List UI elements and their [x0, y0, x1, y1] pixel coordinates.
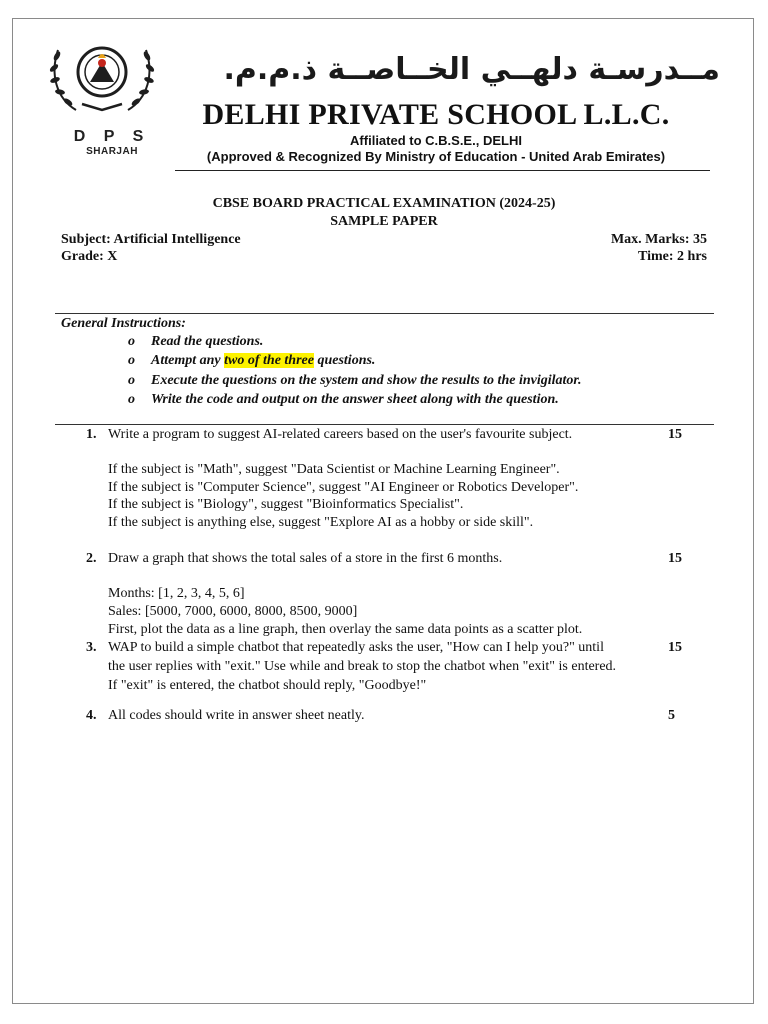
- subject-label: Subject: Artificial Intelligence: [61, 232, 241, 247]
- logo-initials: D P S: [73, 128, 151, 145]
- instruction-text: Execute the questions on the system and show the results to the invigilator.: [151, 372, 582, 388]
- question-detail-line: First, plot the data as a line graph, then overlay the same data points as a scatter plot.: [108, 622, 583, 637]
- question-detail-line: If the subject is "Math", suggest "Data Scientist or Machine Learning Engineer".: [108, 462, 560, 477]
- question-detail-line: Sales: [5000, 7000, 6000, 8000, 8500, 9000]: [108, 604, 358, 619]
- instructions-list: [128, 332, 582, 409]
- question-detail-line: If the subject is "Biology", suggest "Bioinformatics Specialist".: [108, 497, 464, 512]
- instructions-top-divider: [55, 313, 714, 314]
- exam-subtitle: SAMPLE PAPER: [330, 214, 438, 229]
- school-name: DELHI PRIVATE SCHOOL L.L.C.: [202, 98, 670, 131]
- instruction-text: Read the questions.: [151, 334, 264, 349]
- instruction-text: Write the code and output on the answer sheet along with the question.: [151, 391, 559, 407]
- logo-caption: [68, 128, 156, 158]
- bullet-icon: o: [128, 353, 135, 369]
- header-divider: [175, 170, 710, 171]
- question-marks: 15: [668, 551, 682, 566]
- question-detail-line: the user replies with "exit." Use while and break to stop the chatbot when "exit" is entered.: [108, 659, 617, 674]
- instructions-title: General Instructions:: [61, 316, 186, 331]
- question-marks: 15: [668, 427, 682, 442]
- question-text: Write a program to suggest AI-related careers based on the user's favourite subject.: [108, 427, 573, 442]
- logo-location: SHARJAH: [86, 146, 138, 157]
- instruction-item: [128, 371, 582, 390]
- question-marks: 5: [668, 708, 675, 723]
- question-detail-line: If the subject is "Computer Science", suggest "AI Engineer or Robotics Developer".: [108, 480, 579, 495]
- affiliation-text: Affiliated to C.B.S.E., DELHI: [350, 133, 522, 148]
- highlighted-text: two of the three: [224, 353, 314, 369]
- instruction-item: [128, 351, 582, 370]
- question-text: WAP to build a simple chatbot that repeatedly asks the user, "How can I help you?" until: [108, 640, 604, 655]
- question-number: 3.: [86, 640, 97, 655]
- max-marks-label: Max. Marks: 35: [610, 232, 707, 247]
- instruction-item: [128, 332, 582, 351]
- school-crest-logo: [46, 32, 158, 116]
- question-detail-line: If "exit" is entered, the chatbot should reply, "Goodbye!": [108, 678, 427, 693]
- question-detail-line: If the subject is anything else, suggest "Explore AI as a hobby or side skill".: [108, 515, 534, 530]
- instruction-text: Attempt any: [151, 353, 225, 369]
- question-number: 4.: [86, 708, 97, 723]
- question-text: All codes should write in answer sheet neatly.: [108, 708, 365, 723]
- time-label: Time: 2 hrs: [638, 249, 707, 264]
- instruction-item: [128, 390, 582, 409]
- bullet-icon: o: [128, 372, 135, 388]
- school-name-arabic: مــدرسـة دلهــي الخــاصــة ذ.م.م.: [223, 52, 720, 87]
- approval-text: (Approved & Recognized By Ministry of Education - United Arab Emirates): [206, 149, 666, 164]
- bullet-icon: o: [128, 391, 135, 407]
- questions-top-divider: [55, 424, 714, 425]
- exam-title: CBSE BOARD PRACTICAL EXAMINATION (2024-25): [212, 196, 556, 211]
- instruction-text: questions.: [313, 353, 376, 369]
- question-marks: 15: [668, 640, 682, 655]
- question-number: 1.: [86, 427, 97, 442]
- grade-label: Grade: X: [61, 249, 118, 264]
- bullet-icon: o: [128, 334, 135, 349]
- question-detail-line: Months: [1, 2, 3, 4, 5, 6]: [108, 586, 245, 601]
- question-number: 2.: [86, 551, 97, 566]
- question-text: Draw a graph that shows the total sales of a store in the first 6 months.: [108, 551, 503, 566]
